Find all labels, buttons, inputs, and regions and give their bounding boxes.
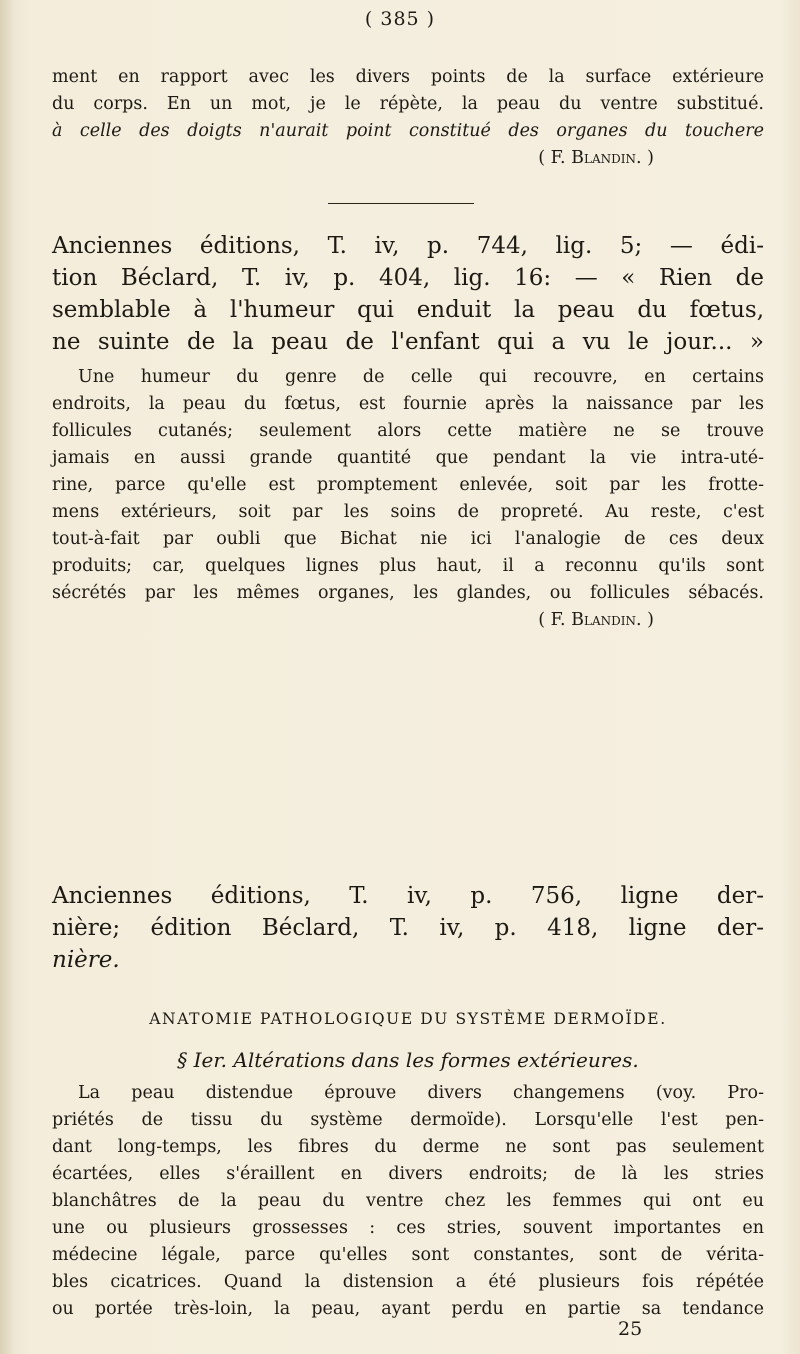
paragraph-3-line-4: jamais en aussi grande quantité que pendant la vie intra-uté- bbox=[52, 448, 764, 468]
paragraph-5-line-6: une ou plusieurs grossesses : ces stries, souvent importantes en bbox=[52, 1218, 764, 1238]
paragraph-4 bbox=[52, 880, 764, 976]
section-heading: ANATOMIE PATHOLOGIQUE DU SYSTÈME DERMOÏDE. bbox=[149, 1010, 667, 1028]
paragraph-5-line-5: blanchâtres de la peau du ventre chez les femmes qui ont eu bbox=[52, 1191, 764, 1211]
paragraph-3-line-8: produits; car, quelques lignes plus haut, il a reconnu qu'ils sont bbox=[52, 556, 764, 576]
paragraph-4-line-3: nière. bbox=[52, 947, 120, 973]
paragraph-4-line-1: Anciennes éditions, T. iv, p. 756, ligne der- bbox=[52, 883, 764, 909]
paragraph-3-line-7: tout-à-fait par oubli que Bichat nie ici l'analogie de ces deux bbox=[52, 529, 764, 549]
paragraph-5-line-4: écartées, elles s'éraillent en divers endroits; de là les stries bbox=[52, 1164, 764, 1184]
page-folio: ( 385 ) bbox=[364, 8, 436, 30]
paragraph-2-line-2: tion Béclard, T. iv, p. 404, lig. 16: — « Rien de bbox=[52, 265, 764, 291]
paragraph-1-line-1: ment en rapport avec les divers points de la surface extérieure bbox=[52, 67, 764, 87]
paragraph-3-line-5: rine, parce qu'elle est promptement enlevée, soit par les frotte- bbox=[52, 475, 764, 495]
paragraph-2-line-3: semblable à l'humeur qui enduit la peau du fœtus, bbox=[52, 297, 764, 323]
page-left-edge bbox=[0, 0, 14, 1354]
paragraph-5-line-1: La peau distendue éprouve divers changemens (voy. Pro- bbox=[78, 1083, 764, 1103]
paragraph-3-line-6: mens extérieurs, soit par les soins de propreté. Au reste, c'est bbox=[52, 502, 764, 522]
signature-mark: 25 bbox=[618, 1318, 643, 1340]
paragraph-5-line-9: ou portée très-loin, la peau, ayant perdu en partie sa tendance bbox=[52, 1299, 764, 1319]
paragraph-3 bbox=[52, 364, 764, 634]
paragraph-5 bbox=[52, 1080, 764, 1323]
paragraph-1 bbox=[52, 64, 764, 172]
paragraph-3-line-2: endroits, la peau du fœtus, est fournie après la naissance par les bbox=[52, 394, 764, 414]
signature-2: ( F. Blandin. ) bbox=[538, 610, 654, 630]
paragraph-5-line-8: bles cicatrices. Quand la distension a été plusieurs fois répétée bbox=[52, 1272, 764, 1292]
paragraph-1-line-2: du corps. En un mot, je le répète, la peau du ventre substitué. bbox=[52, 94, 764, 114]
paragraph-5-line-7: médecine légale, parce qu'elles sont constantes, sont de vérita- bbox=[52, 1245, 764, 1265]
paragraph-1-line-3: à celle des doigts n'aurait point constitué des organes du touchere bbox=[52, 121, 764, 141]
paragraph-4-line-2: nière; édition Béclard, T. iv, p. 418, ligne der- bbox=[52, 915, 764, 941]
paragraph-2-line-4: ne suinte de la peau de l'enfant qui a vu le jour... » bbox=[52, 329, 764, 355]
paragraph-5-line-3: dant long-temps, les fibres du derme ne sont pas seulement bbox=[52, 1137, 764, 1157]
paragraph-3-line-9: sécrétés par les mêmes organes, les glandes, ou follicules sébacés. bbox=[52, 583, 764, 603]
section-subheading: § Ier. Altérations dans les formes extérieures. bbox=[177, 1048, 639, 1072]
paragraph-5-line-2: priétés de tissu du système dermoïde). Lorsqu'elle l'est pen- bbox=[52, 1110, 764, 1130]
paragraph-3-line-1: Une humeur du genre de celle qui recouvre, en certains bbox=[78, 367, 764, 387]
paragraph-3-line-3: follicules cutanés; seulement alors cette matière ne se trouve bbox=[52, 421, 764, 441]
separator-rule bbox=[328, 203, 474, 204]
paragraph-2 bbox=[52, 230, 764, 358]
signature-1: ( F. Blandin. ) bbox=[538, 148, 654, 168]
paragraph-2-line-1: Anciennes éditions, T. iv, p. 744, lig. 5; — édi- bbox=[52, 233, 764, 259]
